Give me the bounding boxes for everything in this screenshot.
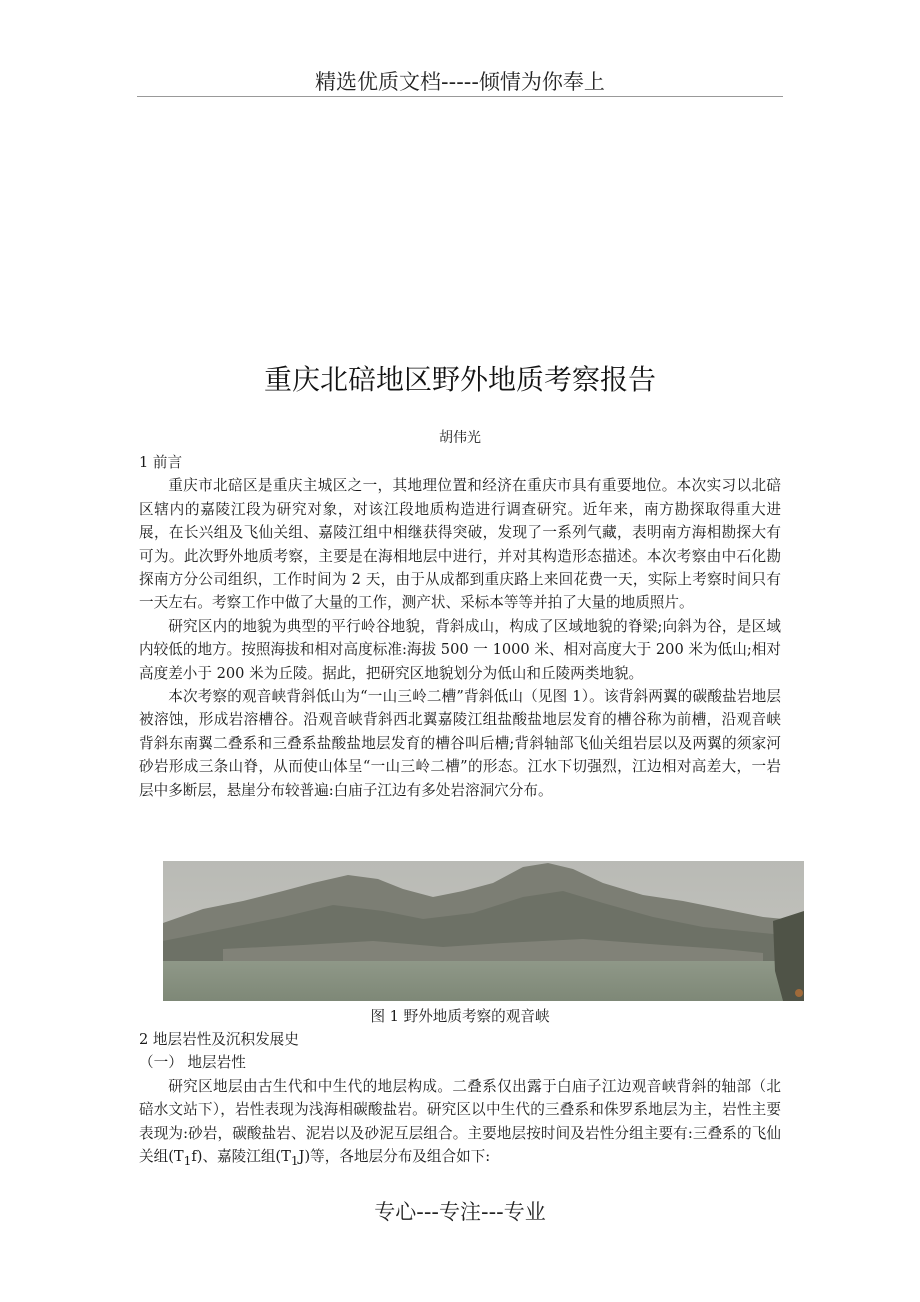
section-2 xyxy=(139,1028,781,1173)
section-1 xyxy=(139,451,781,802)
paragraph-strata xyxy=(139,1075,781,1174)
page-footer: 专心---专注---专业 xyxy=(374,1200,546,1224)
paragraph-landform: 研究区内的地貌为典型的平行岭谷地貌，背斜成山，构成了区域地貌的脊梁;向斜为谷，是区域内较低的地方。按照海拔和相对高度标准:海拔 500 一 1000 米、相对高度大于 200 米为低山;相对高度差小于 200 米为丘陵。据此，把研究区地貌划分为低山和丘陵两类地貌。 xyxy=(139,617,781,682)
strata-text-part-2: f)、嘉陵江组(T xyxy=(191,1148,291,1166)
figure-caption: 图 1 野外地质考察的观音峡 xyxy=(370,1008,550,1025)
subsection-heading: （一） 地层岩性 xyxy=(139,1054,246,1072)
paragraph-anticline: 本次考察的观音峡背斜低山为“一山三岭二槽”背斜低山（见图 1）。该背斜两翼的碳酸盐岩地层被溶蚀，形成岩溶槽谷。沿观音峡背斜西北翼嘉陵江组盐酸盐地层发育的槽谷称为前槽，沿观音峡背斜东南翼二叠系和三叠系盐酸盐地层发育的槽谷叫后槽;背斜轴部飞仙关组岩层以及两翼的须家河砂岩形成三条山脊，从而使山体呈“一山三岭二槽”的形态。江水下切强烈，江边相对高差大，一岩层中多断层，悬崖分布较普遍:白庙子江边有多处岩溶洞穴分布。 xyxy=(139,688,781,799)
strata-text-part-3: J)等，各地层分布及组合如下: xyxy=(298,1148,491,1166)
subscript-2: 1 xyxy=(290,1153,299,1168)
header-divider xyxy=(137,96,783,97)
document-title: 重庆北碚地区野外地质考察报告 xyxy=(263,363,656,396)
section-1-heading: 1 前言 xyxy=(139,454,183,471)
subscript-1: 1 xyxy=(183,1153,192,1168)
page-header: 精选优质文档-----倾情为你奉上 xyxy=(315,70,605,94)
strata-text-part-1: 研究区地层由古生代和中生代的地层构成。二叠系仅出露于白庙子江边观音峡背斜的轴部（北碚水文站下），岩性表现为浅海相碳酸盐岩。研究区以中生代的三叠系和侏罗系地层为主，岩性主要表现为:砂岩，碳酸盐岩、泥岩以及砂泥互层组合。主要地层按时间及岩性分组主要有:三叠系的飞仙关组(T xyxy=(139,1077,781,1166)
section-2-heading: 2 地层岩性及沉积发展史 xyxy=(139,1031,299,1048)
author-name: 胡伟光 xyxy=(439,430,481,446)
landscape-photo xyxy=(163,861,804,1001)
paragraph-intro: 重庆市北碚区是重庆主城区之一，其地理位置和经济在重庆市具有重要地位。本次实习以北碚区辖内的嘉陵江段为研究对象，对该江段地质构造进行调查研究。近年来，南方勘探取得重大进展，在长兴组及飞仙关组、嘉陵江组中相继获得突破，发现了一系列气藏，表明南方海相勘探大有可为。此次野外地质考察，主要是在海相地层中进行，并对其构造形态描述。本次考察由中石化勘探南方分公司组织，工作时间为 2 天，由于从成都到重庆路上来回花费一天，实际上考察时间只有一天左右。考察工作中做了大量的工作，测产状、采标本等等并拍了大量的地质照片。 xyxy=(139,477,781,612)
figure-guanyin-gorge-photo xyxy=(163,861,804,1001)
